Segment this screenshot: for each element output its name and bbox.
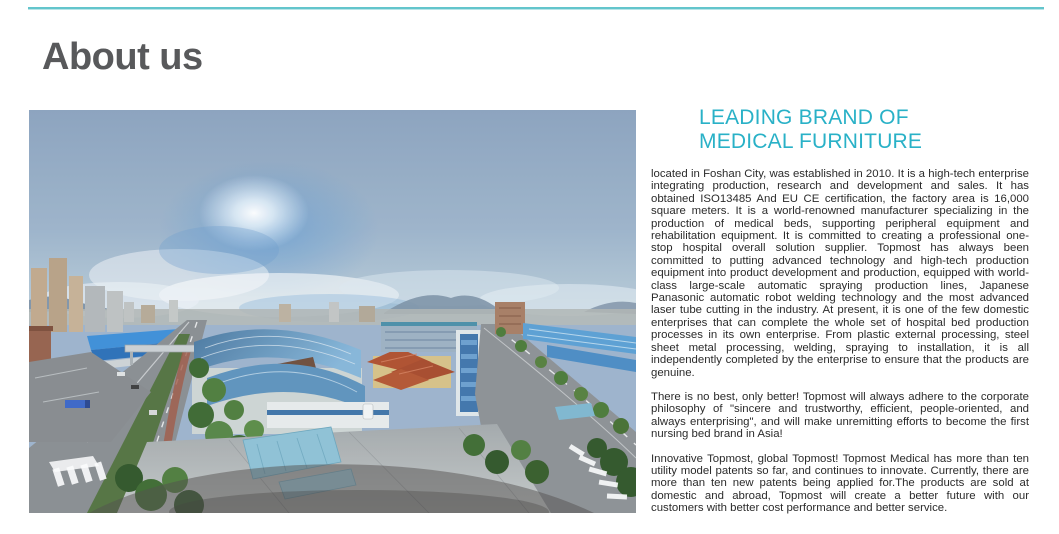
about-paragraph-3: Innovative Topmost, global Topmost! Topmost Medical has more than ten utility model patents so far, and continues to innovate. Currently, there are more than ten new patents being applied for.The products are sold at domestic and abroad, Topmost will create a better future with our customers with better cost performance and better service. — [651, 452, 1029, 515]
tagline-heading — [699, 106, 1029, 154]
about-paragraph-1: located in Foshan City, was established in 2010. It is a high-tech enterprise integrating production, research and development and sales. It has obtained ISO13485 And EU CE certification, the factory area is 16,000 square meters. It is a world-renowned manufacturer specializing in the production of medical beds, supporting peripheral equipment and rehabilitation equipment. It is committed to creating a professional one-stop hospital overall solution supplier. Topmost has always been committed to putting advanced technology and high-tech production equipment into product development and production, equipped with world-class large-scale automatic spraying production lines, Japanese Panasonic automatic robot welding technology and the most advanced laser tube cutting in the industry. At present, it is one of the few domestic enterprises that can complete the whole set of hospital bed production processes in its own enterprise. From plastic external processing, steel sheet metal processing, welding, spraying to installation, it is all independently completed by the enterprise to ensure that the products are genuine. — [651, 168, 1029, 379]
about-text-column — [651, 106, 1029, 527]
tagline-line-1: LEADING BRAND OF — [699, 106, 909, 129]
factory-panorama-illustration — [29, 110, 636, 513]
about-paragraph-2: There is no best, only better! Topmost will always adhere to the corporate philosophy of "sincere and trustworthy, efficient, people-oriented, and always enterprising", and will make unremitting efforts to become the first nursing bed brand in Asia! — [651, 390, 1029, 441]
page-title: About us — [42, 36, 203, 78]
top-divider-rule — [28, 7, 1044, 9]
factory-panorama-photo — [29, 110, 636, 513]
tagline-line-2: MEDICAL FURNITURE — [699, 130, 923, 153]
